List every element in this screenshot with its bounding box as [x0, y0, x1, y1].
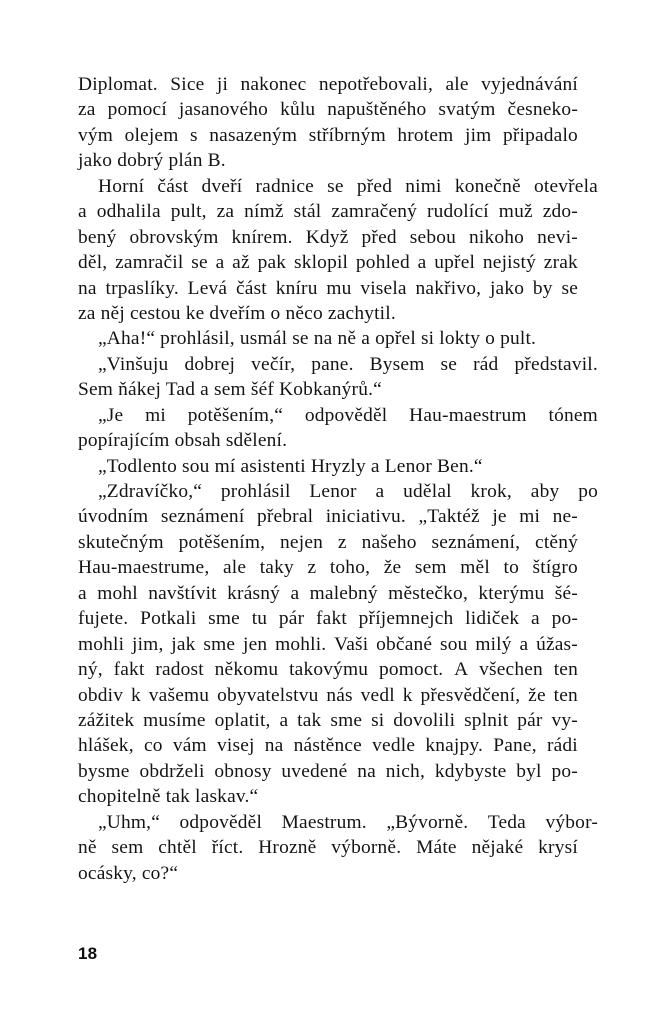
text-line: hlášek, co vám visej na nástěnce vedle knajpy. Pane, rádi	[78, 735, 578, 757]
text-line: ný, fakt radost někomu takovýmu pomoct. A všechen ten	[78, 659, 578, 681]
text-line: skutečným potěšením, nejen z našeho seznámení, ctěný	[78, 531, 578, 553]
text-line: „Uhm,“ odpověděl Maestrum. „Bývorně. Teda výbor-	[98, 811, 598, 833]
text-line: chopitelně tak laskav.“	[78, 786, 259, 808]
paragraph	[78, 454, 578, 479]
text-line: ocásky, co?“	[78, 862, 179, 884]
text-line: Hau-maestrume, ale taky z toho, že sem měl to štígro	[78, 557, 578, 579]
text-line: Sem ňákej Tad a sem šéf Kobkanýrů.“	[78, 379, 382, 401]
text-line: bený obrovským knírem. Když před sebou nikoho nevi-	[78, 226, 578, 248]
text-line: za něj cestou ke dveřím o něco zachytil.	[78, 302, 396, 324]
paragraph	[78, 403, 598, 454]
text-line: fujete. Potkali sme tu pár fakt příjemnejch lidiček a po-	[78, 608, 578, 630]
text-line: obdiv k vašemu obyvatelstvu nás vedl k přesvědčení, že ten	[78, 684, 578, 706]
page-number: 18	[78, 944, 98, 963]
text-line: na trpaslíky. Levá část kníru mu visela nakřivo, jako by se	[78, 277, 578, 299]
text-line: „Zdravíčko,“ prohlásil Lenor a udělal krok, aby po	[98, 481, 598, 502]
text-line: „Vinšuju dobrej večír, pane. Bysem se rád představil.	[98, 353, 598, 375]
paragraph	[78, 174, 598, 327]
text-line: mohli jim, jak sme jen mohli. Vaši občané sou milý a úžas-	[78, 633, 578, 655]
text-line: „Je mi potěšením,“ odpověděl Hau-maestrum tónem	[98, 404, 598, 426]
paragraph	[78, 352, 598, 403]
text-line: ně sem chtěl říct. Hrozně výborně. Máte nějaké krysí	[78, 837, 578, 859]
text-line: Horní část dveří radnice se před nimi konečně otevřela	[98, 175, 598, 197]
text-line: úvodním seznámení přebral iniciativu. „Taktéž je mi ne-	[78, 506, 578, 528]
text-line: „Todlento sou mí asistenti Hryzly a Lenor Ben.“	[98, 455, 483, 477]
text-line: Diplomat. Sice ji nakonec nepotřebovali, ale vyjednávání	[78, 74, 578, 95]
page-body-text	[78, 72, 598, 886]
paragraph	[78, 479, 598, 810]
text-line: „Aha!“ prohlásil, usmál se na ně a opřel si lokty o pult.	[98, 328, 537, 350]
paragraph	[78, 326, 578, 351]
text-line: vým olejem s nasazeným stříbrným hrotem jim připadalo	[78, 124, 578, 146]
text-line: a mohl navštívit krásný a malebný městečko, kterýmu šé-	[78, 582, 578, 604]
text-line: bysme obdrželi obnosy uvedené na nich, kdybyste byl po-	[78, 760, 578, 782]
text-line: za pomocí jasanového kůlu napuštěného svatým česneko-	[78, 99, 578, 121]
paragraph	[78, 72, 578, 174]
paragraph	[78, 810, 598, 886]
text-line: a odhalila pult, za nímž stál zamračený rudolící muž zdo-	[78, 201, 578, 223]
text-line: popírajícím obsah sdělení.	[78, 430, 288, 452]
text-line: jako dobrý plán B.	[78, 150, 226, 172]
text-line: děl, zamračil se a až pak sklopil pohled a upřel nejistý zrak	[78, 252, 578, 274]
text-line: zážitek musíme oplatit, a tak sme si dovolili splnit pár vy-	[78, 709, 578, 731]
